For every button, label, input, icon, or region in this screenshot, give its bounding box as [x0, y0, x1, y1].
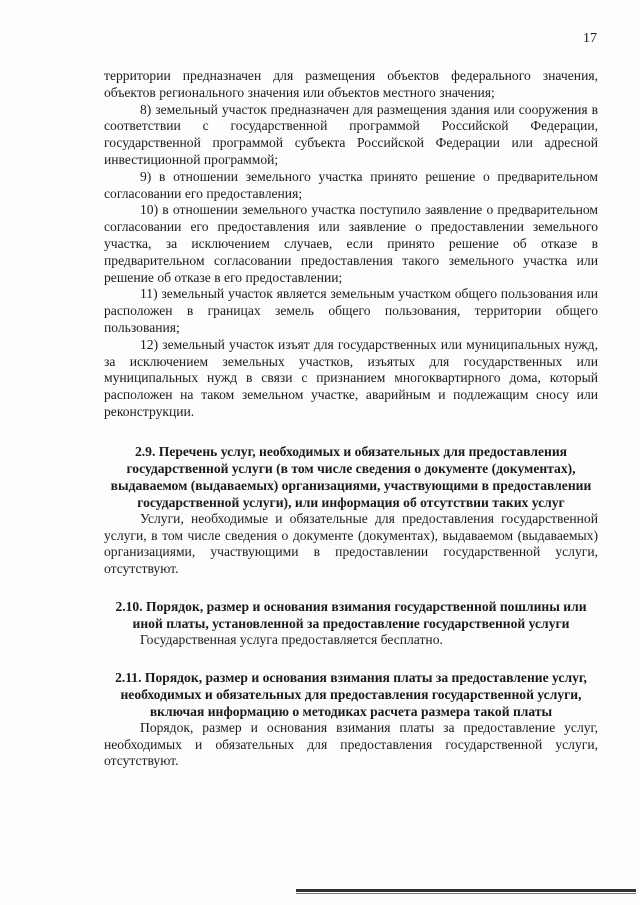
page-content: [104, 68, 598, 770]
section-2-10-body: Государственная услуга предоставляется бесплатно.: [140, 631, 443, 647]
section-2-9-heading: 2.9. Перечень услуг, необходимых и обязательных для предоставления государственной услуги (в том числе сведения о документе (документах), выдаваемом (выдаваемых) организациями, участвующими в предоставлении государственной услуги), или информация об отсутствии таких услуг: [110, 443, 592, 510]
section-2-10-heading: 2.10. Порядок, размер и основания взимания государственной пошлины или иной платы, установленной за предоставление государственной услуги: [115, 598, 587, 631]
section-2-9-body: Услуги, необходимые и обязательные для предоставления государственной услуги, в том числе сведения о документе (документах), выдаваемом (выдаваемых) организациями, участвующими в предоставлении государственной услуги, отсутствуют.: [104, 510, 598, 577]
section-2-11-heading: 2.11. Порядок, размер и основания взимания платы за предоставление услуг, необходимых и обязательных для предоставления государственной услуги, включая информацию о методиках расчета размера такой платы: [115, 669, 587, 719]
page-bottom-divider: [296, 889, 636, 892]
list-item-8: 8) земельный участок предназначен для размещения здания или сооружения в соответствии с государственной программой Российской Федерации, государственной программой субъекта Российской Федерации или адресной инвестиционной программой;: [104, 101, 598, 167]
page-bottom-divider-thin: [296, 893, 636, 894]
list-item-12: 12) земельный участок изъят для государственных или муниципальных нужд, за исключением земельных участков, изъятых для государственных или муниципальных нужд в связи с признанием многоквартирного дома, который расположен на таком земельном участке, аварийным и подлежащим сносу или реконструкции.: [104, 336, 598, 419]
page-number: 17: [583, 31, 597, 46]
list-item-11: 11) земельный участок является земельным участком общего пользования или расположен в границах земель общего пользования, территории общего пользования;: [104, 286, 598, 335]
list-item-10: 10) в отношении земельного участка поступило заявление о предварительном согласовании его предоставления или заявление о предоставлении земельного участка, за исключением случаев, если принято решение об отказе в предварительном согласовании предоставления такого земельного участка или решение об отказе в его предоставлении;: [104, 202, 598, 285]
paragraph-continuation: территории предназначен для размещения объектов федерального значения, объектов регионального значения или объектов местного значения;: [104, 68, 598, 100]
list-item-9: 9) в отношении земельного участка принято решение о предварительном согласовании его предоставления;: [104, 168, 598, 201]
section-2-11-body: Порядок, размер и основания взимания платы за предоставление услуг, необходимых и обязательных для предоставления государственной услуги, отсутствуют.: [104, 719, 598, 769]
